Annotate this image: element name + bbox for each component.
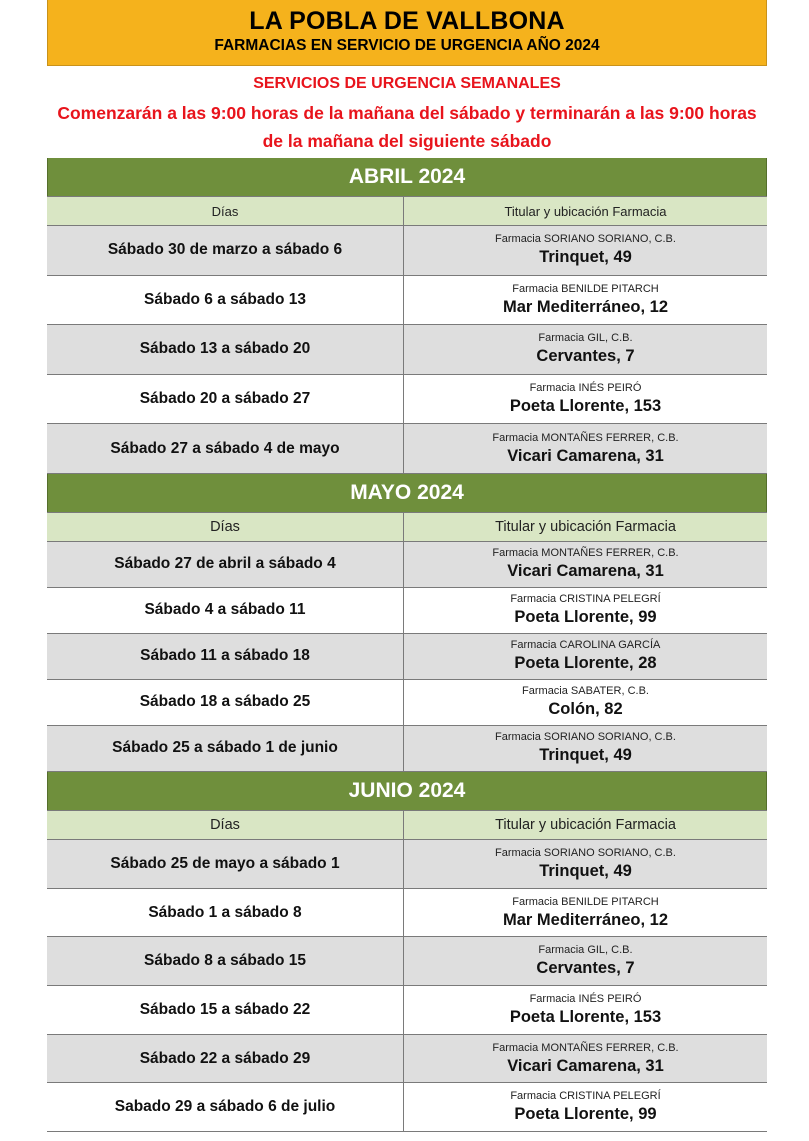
pharmacy-address: Mar Mediterráneo, 12 <box>502 910 669 929</box>
table-row <box>47 424 767 474</box>
pharmacy-name: Farmacia CRISTINA PELEGRÍ <box>510 1090 661 1103</box>
days-cell: Sábado 4 a sábado 11 <box>47 588 404 633</box>
table-row <box>47 889 767 938</box>
pharmacy-cell <box>404 986 767 1034</box>
month-sections <box>47 158 767 1132</box>
notice-block <box>47 66 767 158</box>
pharmacy-address: Poeta Llorente, 153 <box>509 1007 662 1026</box>
pharmacy-name: Farmacia MONTAÑES FERRER, C.B. <box>492 1041 679 1054</box>
days-cell: Sábado 20 a sábado 27 <box>47 375 404 424</box>
pharmacy-name: Farmacia MONTAÑES FERRER, C.B. <box>492 547 679 560</box>
pharmacy-address: Trinquet, 49 <box>539 861 632 880</box>
days-cell: Sábado 25 a sábado 1 de junio <box>47 726 404 771</box>
pharmacy-address: Vicari Camarena, 31 <box>507 446 664 465</box>
table-row <box>47 325 767 375</box>
pharmacy-cell <box>404 889 767 937</box>
table-row <box>47 375 767 425</box>
pharmacy-address: Poeta Llorente, 99 <box>514 1105 657 1124</box>
table-row <box>47 986 767 1035</box>
table-row <box>47 588 767 634</box>
pharmacy-name: Farmacia CAROLINA GARCÍA <box>510 639 661 652</box>
month-section <box>47 158 767 474</box>
page-subtitle: FARMACIAS EN SERVICIO DE URGENCIA AÑO 2024 <box>214 37 600 54</box>
pharmacy-address: Vicari Camarena, 31 <box>507 1056 664 1075</box>
pharmacy-cell <box>404 1035 767 1083</box>
pharmacy-name: Farmacia CRISTINA PELEGRÍ <box>510 593 661 606</box>
table-row <box>47 226 767 276</box>
table-row <box>47 542 767 588</box>
pharmacy-address: Cervantes, 7 <box>536 959 635 978</box>
table-row <box>47 276 767 326</box>
days-cell: Sábado 8 a sábado 15 <box>47 937 404 985</box>
column-header-pharmacy: Titular y ubicación Farmacia <box>495 816 676 833</box>
pharmacy-address: Colón, 82 <box>548 700 623 719</box>
pharmacy-address: Poeta Llorente, 99 <box>514 608 657 627</box>
pharmacy-name: Farmacia SORIANO SORIANO, C.B. <box>495 731 676 744</box>
pharmacy-cell <box>404 588 767 633</box>
days-cell: Sábado 15 a sábado 22 <box>47 986 404 1034</box>
days-cell: Sábado 25 de mayo a sábado 1 <box>47 840 404 888</box>
month-section <box>47 474 767 772</box>
table-row <box>47 1083 767 1132</box>
pharmacy-cell <box>404 226 767 275</box>
pharmacy-name: Farmacia GIL, C.B. <box>538 944 633 957</box>
pharmacy-cell <box>404 542 767 587</box>
days-cell: Sábado 6 a sábado 13 <box>47 276 404 325</box>
table-header <box>47 512 767 542</box>
pharmacy-cell <box>404 680 767 725</box>
column-header-days: Días <box>47 513 404 541</box>
pharmacy-address: Trinquet, 49 <box>539 746 632 765</box>
pharmacy-cell <box>404 276 767 325</box>
pharmacy-address: Mar Mediterráneo, 12 <box>502 297 669 316</box>
table-row <box>47 1035 767 1084</box>
document <box>47 0 767 1132</box>
table-row <box>47 634 767 680</box>
days-cell: Sábado 13 a sábado 20 <box>47 325 404 374</box>
notice-heading: SERVICIOS DE URGENCIA SEMANALES <box>253 75 561 92</box>
table-header <box>47 196 767 226</box>
days-cell: Sábado 27 de abril a sábado 4 <box>47 542 404 587</box>
days-cell: Sabado 29 a sábado 6 de julio <box>47 1083 404 1131</box>
pharmacy-name: Farmacia SORIANO SORIANO, C.B. <box>495 846 676 859</box>
pharmacy-address: Cervantes, 7 <box>536 347 635 366</box>
column-header-pharmacy: Titular y ubicación Farmacia <box>504 203 667 219</box>
days-cell: Sábado 27 a sábado 4 de mayo <box>47 424 404 473</box>
pharmacy-name: Farmacia BENILDE PITARCH <box>512 895 659 908</box>
pharmacy-cell <box>404 424 767 473</box>
pharmacy-name: Farmacia BENILDE PITARCH <box>512 282 659 295</box>
pharmacy-cell <box>404 325 767 374</box>
days-cell: Sábado 30 de marzo a sábado 6 <box>47 226 404 275</box>
days-cell: Sábado 22 a sábado 29 <box>47 1035 404 1083</box>
days-cell: Sábado 11 a sábado 18 <box>47 634 404 679</box>
pharmacy-name: Farmacia MONTAÑES FERRER, C.B. <box>492 431 679 444</box>
pharmacy-cell <box>404 375 767 424</box>
pharmacy-name: Farmacia INÉS PEIRÓ <box>529 382 642 395</box>
table-row <box>47 840 767 889</box>
column-header-days: Días <box>47 197 404 225</box>
month-heading: MAYO 2024 <box>47 474 767 512</box>
pharmacy-address: Poeta Llorente, 28 <box>514 654 657 673</box>
page-title: LA POBLA DE VALLBONA <box>249 7 565 35</box>
month-heading: ABRIL 2024 <box>47 158 767 196</box>
days-cell: Sábado 1 a sábado 8 <box>47 889 404 937</box>
pharmacy-name: Farmacia SORIANO SORIANO, C.B. <box>495 233 676 246</box>
pharmacy-cell <box>404 840 767 888</box>
column-header-pharmacy: Titular y ubicación Farmacia <box>495 518 676 535</box>
pharmacy-address: Vicari Camarena, 31 <box>507 562 664 581</box>
table-row <box>47 726 767 772</box>
pharmacy-name: Farmacia GIL, C.B. <box>538 332 633 345</box>
pharmacy-address: Poeta Llorente, 153 <box>509 397 662 416</box>
header-banner <box>47 0 767 66</box>
table-row <box>47 680 767 726</box>
pharmacy-address: Trinquet, 49 <box>539 248 632 267</box>
pharmacy-name: Farmacia INÉS PEIRÓ <box>529 992 642 1005</box>
table-header <box>47 810 767 840</box>
pharmacy-cell <box>404 937 767 985</box>
pharmacy-cell <box>404 1083 767 1131</box>
column-header-days: Días <box>47 811 404 839</box>
notice-text: Comenzarán a las 9:00 horas de la mañana del sábado y terminarán a las 9:00 horas de la mañana del siguiente sábado <box>57 103 757 151</box>
month-section <box>47 772 767 1132</box>
pharmacy-name: Farmacia SABATER, C.B. <box>522 685 649 698</box>
table-row <box>47 937 767 986</box>
days-cell: Sábado 18 a sábado 25 <box>47 680 404 725</box>
month-heading: JUNIO 2024 <box>47 772 767 810</box>
pharmacy-cell <box>404 634 767 679</box>
pharmacy-cell <box>404 726 767 771</box>
